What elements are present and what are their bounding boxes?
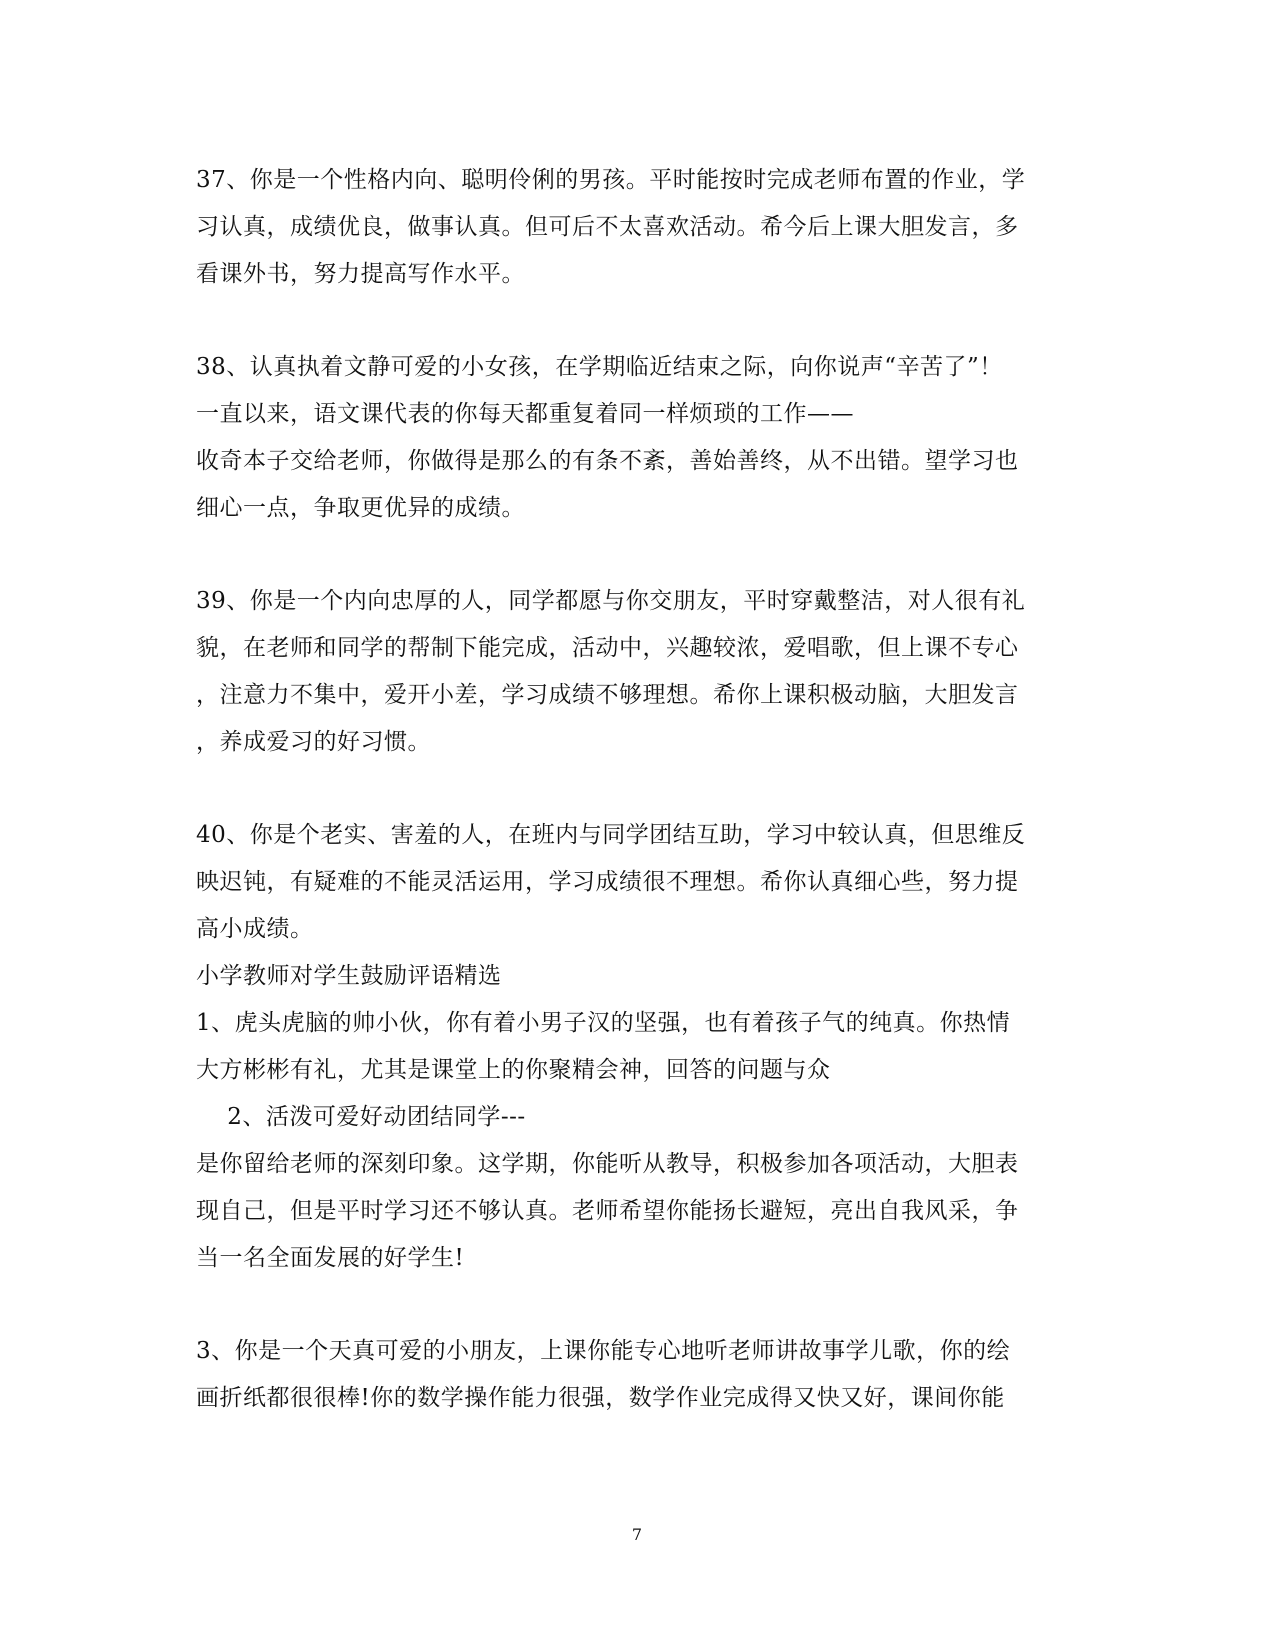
text-line: 习认真，成绩优良，做事认真。但可后不太喜欢活动。希今后上课大胆发言，多 [196,214,1019,240]
text-line: 现自己，但是平时学习还不够认真。老师希望你能扬长避短，亮出自我风采，争 [196,1198,1019,1224]
text-line: 映迟钝，有疑难的不能灵活运用，学习成绩很不理想。希你认真细心些，努力提 [196,869,1019,895]
text-line: 貌，在老师和同学的帮制下能完成，活动中，兴趣较浓，爱唱歌，但上课不专心 [196,635,1019,661]
text-line: 当一名全面发展的好学生! [196,1245,465,1271]
text-line: 3、你是一个天真可爱的小朋友，上课你能专心地听老师讲故事学儿歌，你的绘 [196,1338,1011,1364]
section-heading: 小学教师对学生鼓励评语精选 [196,963,502,989]
text-line: 画折纸都很很棒!你的数学操作能力很强，数学作业完成得又快又好，课间你能 [196,1385,1005,1411]
text-line: 38、认真执着文静可爱的小女孩，在学期临近结束之际，向你说声“辛苦了”！ [196,354,1003,380]
text-line: 高小成绩。 [196,916,314,942]
text-line: ，养成爱习的好习惯。 [196,729,431,755]
text-line: 看课外书，努力提高写作水平。 [196,261,525,287]
text-line: ，注意力不集中，爱开小差，学习成绩不够理想。希你上课积极动脑，大胆发言 [196,682,1019,708]
text-line: 37、你是一个性格内向、聪明伶俐的男孩。平时能按时完成老师布置的作业，学 [196,167,1026,193]
text-line: 是你留给老师的深刻印象。这学期，你能听从教导，积极参加各项活动，大胆表 [196,1151,1019,1177]
text-line: 2、活泼可爱好动团结同学--- [196,1104,526,1130]
page-number: 7 [631,1525,643,1544]
text-line: 细心一点，争取更优异的成绩。 [196,495,525,521]
text-line: 1、虎头虎脑的帅小伙，你有着小男子汉的坚强，也有着孩子气的纯真。你热情 [196,1010,1011,1036]
text-line: 39、你是一个内向忠厚的人，同学都愿与你交朋友，平时穿戴整洁，对人很有礼 [196,588,1026,614]
text-line: 40、你是个老实、害羞的人，在班内与同学团结互助，学习中较认真，但思维反 [196,822,1026,848]
text-line: 一直以来，语文课代表的你每天都重复着同一样烦琐的工作—— [196,401,854,427]
text-line: 收奇本子交给老师，你做得是那么的有条不紊，善始善终，从不出错。望学习也 [196,448,1019,474]
text-line: 大方彬彬有礼，尤其是课堂上的你聚精会神，回答的问题与众 [196,1057,831,1083]
